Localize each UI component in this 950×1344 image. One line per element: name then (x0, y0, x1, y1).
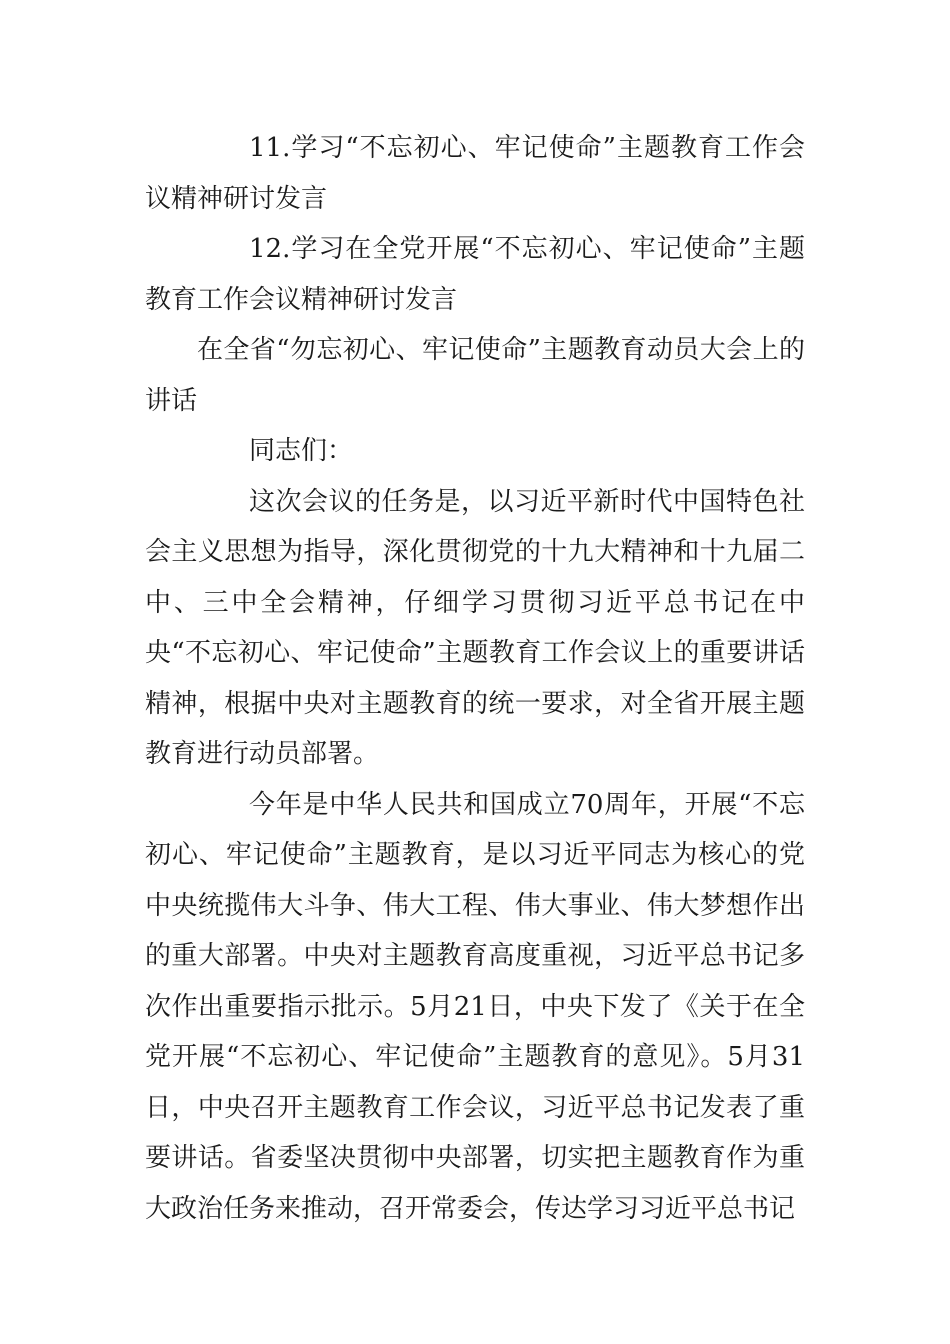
body-paragraph-1: 这次会议的任务是，以习近平新时代中国特色社会主义思想为指导，深化贯彻党的十九大精神和十九届二中、三中全会精神，仔细学习贯彻习近平总书记在中央“不忘初心、牢记使命”主题教育工作会议上的重要讲话精神，根据中央对主题教育的统一要求，对全省开展主题教育进行动员部署。 (145, 486, 805, 769)
list-item-11: 11.学习“不忘初心、牢记使命”主题教育工作会议精神研讨发言 (145, 133, 805, 214)
list-item-12: 12.学习在全党开展“不忘初心、牢记使命”主题教育工作会议精神研讨发言 (145, 234, 805, 315)
document-body (145, 123, 805, 1234)
speech-title: 在全省“勿忘初心、牢记使命”主题教育动员大会上的讲话 (145, 335, 805, 416)
salutation: 同志们： (249, 436, 354, 466)
body-paragraph-2: 今年是中华人民共和国成立70周年，开展“不忘初心、牢记使命”主题教育，是以习近平同志为核心的党中央统揽伟大斗争、伟大工程、伟大事业、伟大梦想作出的重大部署。中央对主题教育高度重视，习近平总书记多次作出重要指示批示。5月21日，中央下发了《关于在全党开展“不忘初心、牢记使命”主题教育的意见》。5月31日，中央召开主题教育工作会议，习近平总书记发表了重要讲话。省委坚决贯彻中央部署，切实把主题教育作为重大政治任务来推动，召开常委会，传达学习习近平总书记 (145, 789, 805, 1224)
